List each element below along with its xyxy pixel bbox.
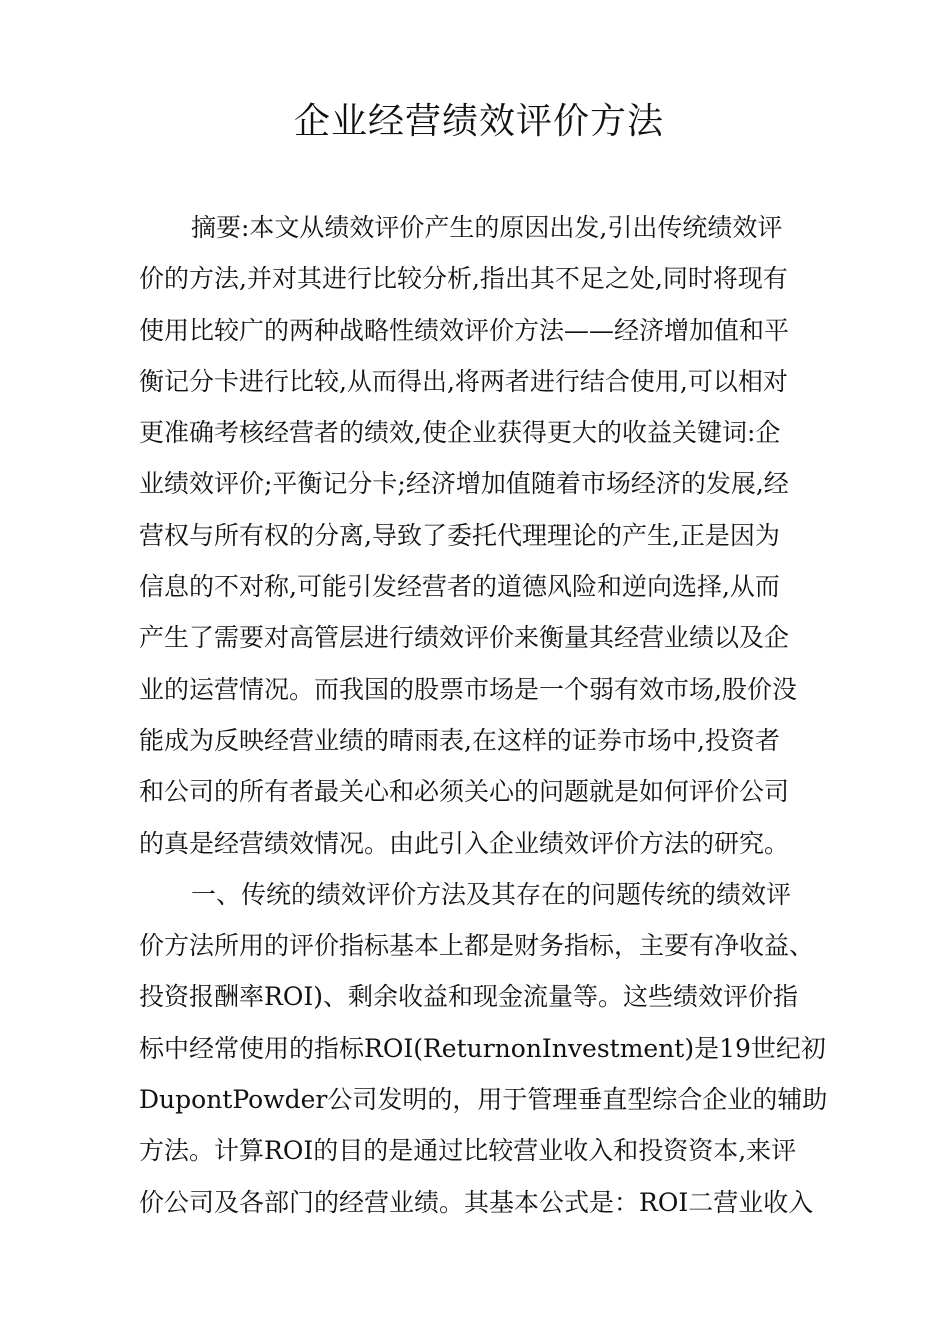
paragraph-line: 摘要:本文从绩效评价产生的原因出发,引出传统绩效评 (191, 213, 783, 242)
paragraph-line: 一、传统的绩效评价方法及其存在的问题传统的绩效评 (191, 879, 792, 909)
paragraph-line: 信息的不对称,可能引发经营者的道德风险和逆向选择,从而 (139, 572, 780, 602)
paragraph-line: 能成为反映经营业绩的晴雨表,在这样的证券市场中,投资者 (139, 725, 780, 755)
paragraph-line: 更准确考核经营者的绩效,使企业获得更大的收益关键词:企 (139, 418, 781, 448)
paragraph-line: 和公司的所有者最关心和必须关心的问题就是如何评价公司 (139, 777, 790, 807)
paragraph-line: 业的运营情况。而我国的股票市场是一个弱有效市场,股价没 (139, 674, 797, 704)
paragraph-line: 业绩效评价;平衡记分卡;经济增加值随着市场经济的发展,经 (139, 469, 789, 499)
paragraph-line: 方法。计算ROI的目的是通过比较营业收入和投资资本,来评 (139, 1136, 797, 1166)
paragraph-line: 价的方法,并对其进行比较分析,指出其不足之处,同时将现有 (139, 264, 788, 294)
paragraph-line: 的真是经营绩效情况。由此引入企业绩效评价方法的研究。 (139, 828, 790, 858)
paragraph-line: 标中经常使用的指标ROI(ReturnonInvestment)是19世纪初 (139, 1033, 826, 1063)
paragraph-line: 使用比较广的两种战略性绩效评价方法——经济增加值和平 (139, 315, 790, 345)
paragraph-line: 衡记分卡进行比较,从而得出,将两者进行结合使用,可以相对 (139, 366, 788, 396)
paragraph-line: DupontPowder公司发明的，用于管理垂直型综合企业的辅助 (139, 1085, 828, 1115)
paragraph-line: 价公司及各部门的经营业绩。其基本公式是：ROI二营业收入 (139, 1187, 814, 1217)
document-body (139, 202, 829, 1228)
paragraph-line: 产生了需要对高管层进行绩效评价来衡量其经营业绩以及企 (139, 623, 790, 653)
paragraph-line: 投资报酬率ROI)、剩余收益和现金流量等。这些绩效评价指 (139, 982, 798, 1012)
paragraph-line: 营权与所有权的分离,导致了委托代理理论的产生,正是因为 (139, 520, 780, 550)
paragraph-line: 价方法所用的评价指标基本上都是财务指标，主要有净收益、 (139, 931, 815, 961)
document-title: 企业经营绩效评价方法 (293, 101, 664, 142)
